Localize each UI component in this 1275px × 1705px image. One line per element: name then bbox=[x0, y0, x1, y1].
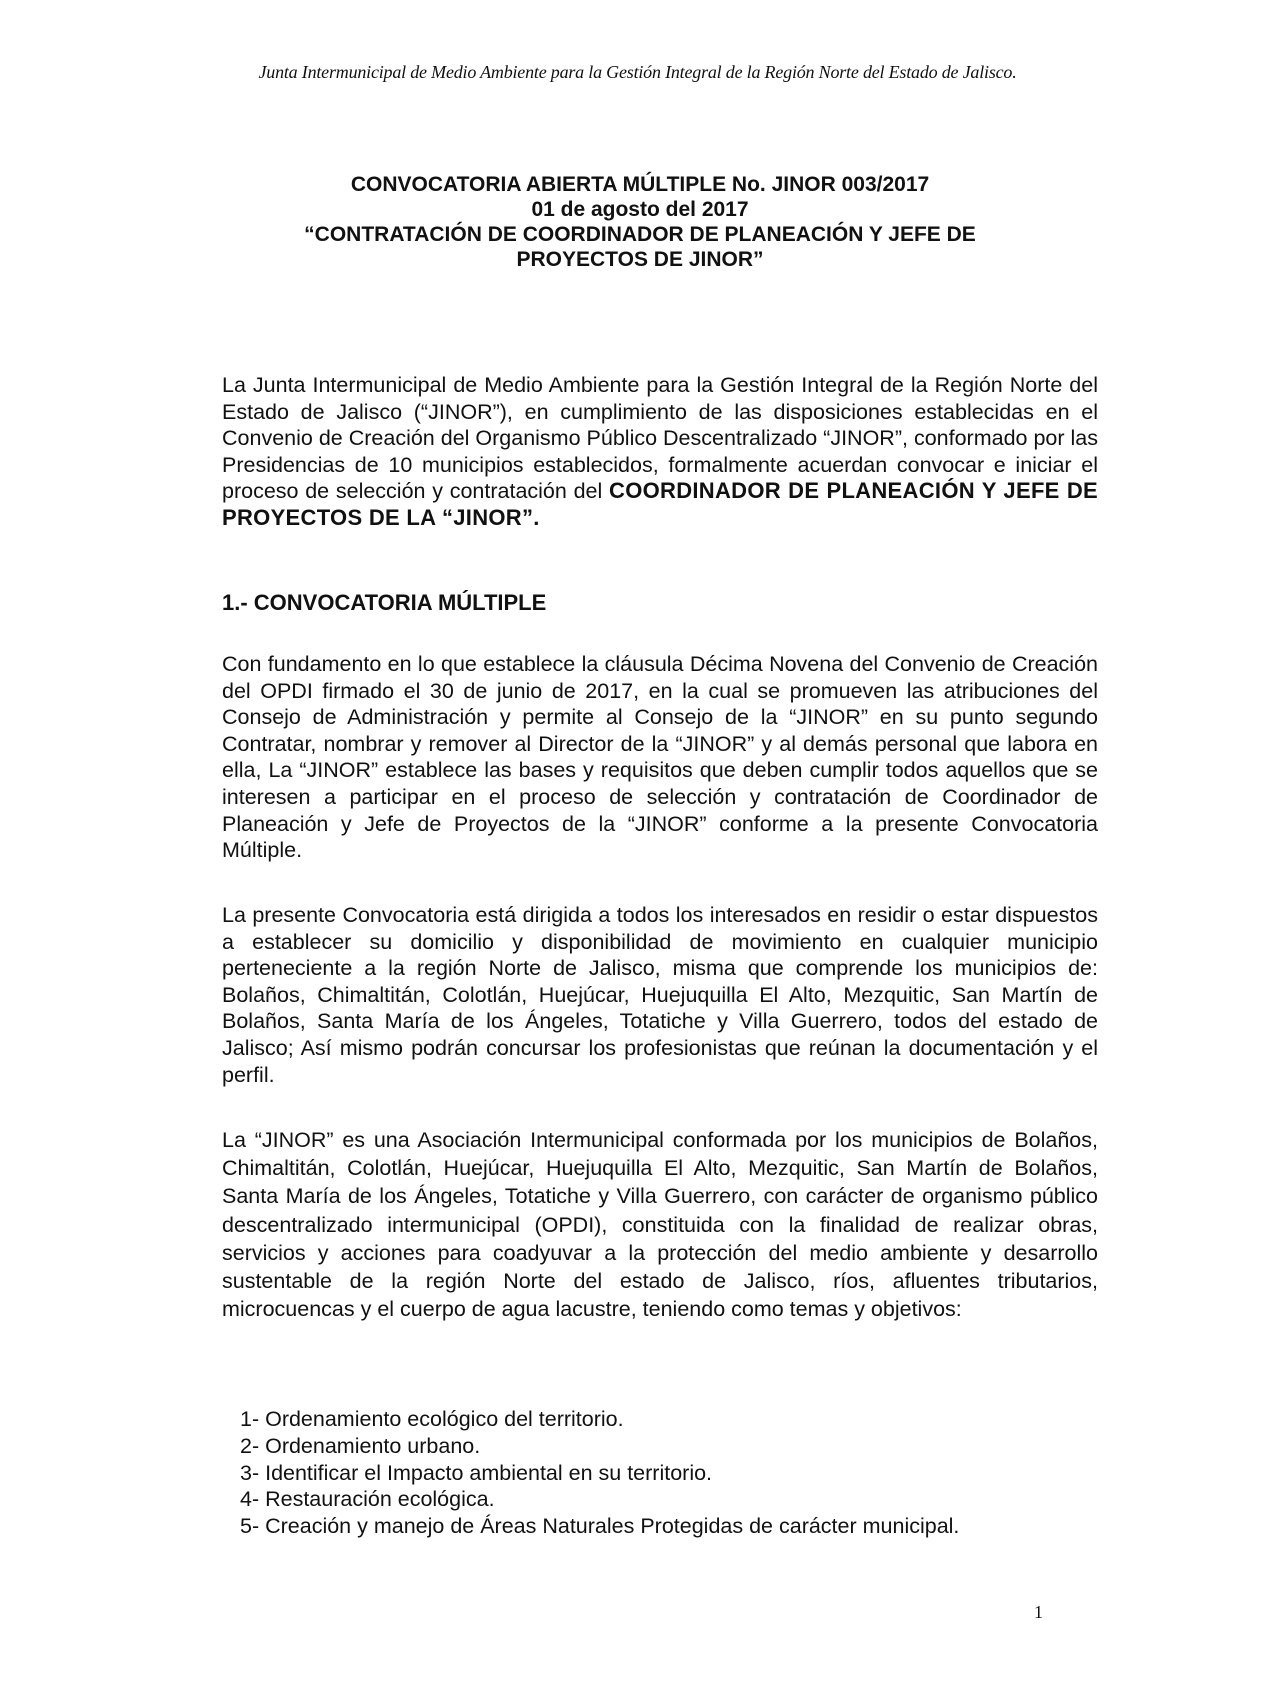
running-header: Junta Intermunicipal de Medio Ambiente para la Gestión Integral de la Región Norte del Estado de Jalisco. bbox=[258, 62, 1017, 82]
document-title bbox=[200, 172, 1080, 272]
intro-paragraph bbox=[222, 372, 1098, 532]
intro-bold-text: COORDINADOR DE PLANEACIÓN Y JEFE DE PROYECTOS DE LA “JINOR”. bbox=[222, 478, 1098, 530]
title-line-4: PROYECTOS DE JINOR” bbox=[516, 248, 764, 271]
paragraph-text: La presente Convocatoria está dirigida a todos los interesados en residir o estar dispuestos a establecer su domicilio y disponibilidad de movimiento en cualquier municipio perteneciente a la región Norte de Jalisco, misma que comprende los municipios de: Bolaños, Chimaltitán, Colotlán, Huejúcar, Huejuquilla El Alto, Mezquitic, San Martín de Bolaños, Santa María de los Ángeles, Totatiche y Villa Guerrero, todos del estado de Jalisco; Así mismo podrán concursar los profesionistas que reúnan la documentación y el perfil. bbox=[222, 903, 1098, 1087]
paragraph-convocatoria-dirigida bbox=[222, 902, 1098, 1088]
list-item: 1- Ordenamiento ecológico del territorio. bbox=[240, 1407, 624, 1431]
title-line-1: CONVOCATORIA ABIERTA MÚLTIPLE No. JINOR 003/2017 bbox=[350, 173, 930, 196]
list-item: 4- Restauración ecológica. bbox=[240, 1487, 495, 1512]
objectives-list bbox=[240, 1406, 959, 1540]
page-number: 1 bbox=[1034, 1602, 1043, 1622]
paragraph-text: Con fundamento en lo que establece la cláusula Décima Novena del Convenio de Creación del OPDI firmado el 30 de junio de 2017, en la cual se promueven las atribuciones del Consejo de Administración y permite al Consejo de la “JINOR” en su punto segundo Contratar, nombrar y remover al Director de la “JINOR” y al demás personal que labora en ella, La “JINOR” establece las bases y requisitos que deben cumplir todos aquellos que se interesen a participar en el proceso de selección y contratación de Coordinador de Planeación y Jefe de Proyectos de la “JINOR” conforme a la presente Convocatoria Múltiple. bbox=[222, 652, 1098, 863]
title-line-3: “CONTRATACIÓN DE COORDINADOR DE PLANEACIÓN Y JEFE DE bbox=[304, 223, 976, 246]
intro-text: La Junta Intermunicipal de Medio Ambiente para la Gestión Integral de la Región Norte del Estado de Jalisco (“JINOR”), en cumplimiento de las disposiciones establecidas en el Convenio de Creación del Organismo Público Descentralizado “JINOR”, conformado por las Presidencias de 10 municipios establecidos, formalmente acuerdan convocar e iniciar el proceso de selección y contratación del bbox=[222, 373, 1098, 504]
list-item: 3- Identificar el Impacto ambiental en su territorio. bbox=[240, 1460, 713, 1485]
paragraph-text: La “JINOR” es una Asociación Intermunicipal conformada por los municipios de Bolaños, Chimaltitán, Colotlán, Huejúcar, Huejuquilla El Alto, Mezquitic, San Martín de Bolaños, Santa María de los Ángeles, Totatiche y Villa Guerrero, con carácter de organismo público descentralizado intermunicipal (OPDI), constituida con la finalidad de realizar obras, servicios y acciones para coadyuvar a la protección del medio ambiente y desarrollo sustentable de la región Norte del estado de Jalisco, ríos, afluentes tributarios, microcuencas y el cuerpo de agua lacustre, teniendo como temas y objetivos: bbox=[222, 1128, 1098, 1322]
section-heading: 1.- CONVOCATORIA MÚLTIPLE bbox=[222, 590, 547, 615]
list-item: 5- Creación y manejo de Áreas Naturales Protegidas de carácter municipal. bbox=[240, 1514, 960, 1539]
list-item: 2- Ordenamiento urbano. bbox=[240, 1433, 481, 1458]
paragraph-jinor-description bbox=[222, 1126, 1098, 1323]
title-date: 01 de agosto del 2017 bbox=[531, 198, 749, 221]
paragraph-fundamento bbox=[222, 651, 1098, 864]
